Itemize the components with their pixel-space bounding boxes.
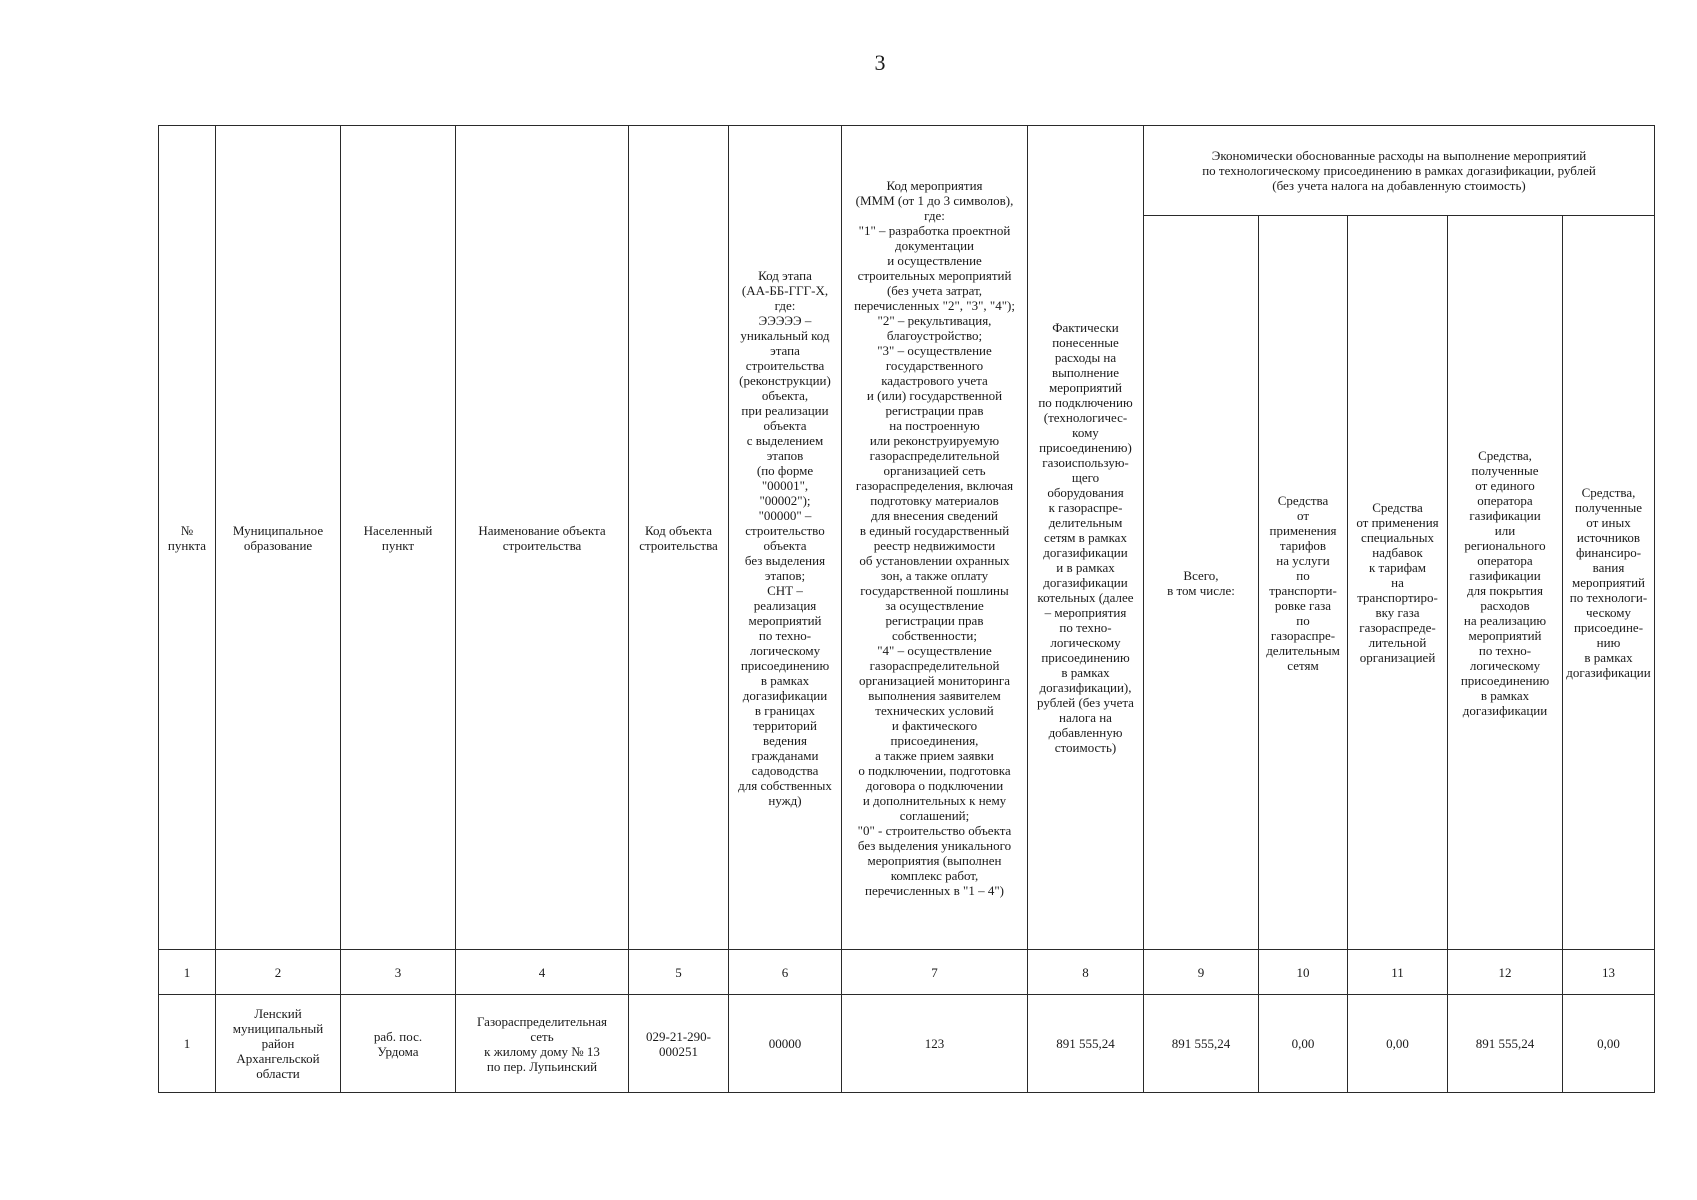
header-object-code: Код объекта строительства (629, 126, 729, 950)
column-number: 8 (1028, 950, 1144, 995)
cell-object-name: Газораспределительная сеть к жилому дому № 13 по пер. Лупьинский (456, 995, 629, 1093)
column-number: 13 (1563, 950, 1655, 995)
header-other-funds: Средства, полученные от иных источников финансиро- вания мероприятий по технологи- ческому присоедине- нию в рамках догазификации (1563, 216, 1655, 950)
cell-actual-costs: 891 555,24 (1028, 995, 1144, 1093)
column-numbers-row (159, 950, 1655, 995)
header-economic-costs: Экономически обоснованные расходы на выполнение мероприятий по технологическому присоединению в рамках догазификации, рублей (без учета налога на добавленную стоимость) (1144, 126, 1655, 216)
column-number: 9 (1144, 950, 1259, 995)
header-object-name: Наименование объекта строительства (456, 126, 629, 950)
column-number: 7 (842, 950, 1028, 995)
column-number: 2 (216, 950, 341, 995)
cell-tariff-funds: 0,00 (1259, 995, 1348, 1093)
cell-item-number: 1 (159, 995, 216, 1093)
cell-municipality: Ленский муниципальный район Архангельской области (216, 995, 341, 1093)
cell-stage-code: 00000 (729, 995, 842, 1093)
column-number: 5 (629, 950, 729, 995)
page-number: 3 (874, 50, 886, 75)
column-number: 4 (456, 950, 629, 995)
column-number: 10 (1259, 950, 1348, 995)
column-number: 11 (1348, 950, 1448, 995)
column-number: 3 (341, 950, 456, 995)
cell-other-funds: 0,00 (1563, 995, 1655, 1093)
column-number: 6 (729, 950, 842, 995)
cell-settlement: раб. пос. Урдома (341, 995, 456, 1093)
cell-surcharge-funds: 0,00 (1348, 995, 1448, 1093)
header-item-number: № пункта (159, 126, 216, 950)
cell-object-code: 029-21-290- 000251 (629, 995, 729, 1093)
header-operator-funds: Средства, полученные от единого оператора газификации или регионального оператора газификации для покрытия расходов на реализацию мероприятий по техно- логическому присоединению в рамках догазификации (1448, 216, 1563, 950)
header-surcharge-funds: Средства от применения специальных надбавок к тарифам на транспортиро- вку газа газораспреде- лительной организацией (1348, 216, 1448, 950)
header-activity-code: Код мероприятия (МММ (от 1 до 3 символов), где: "1" – разработка проектной документации и осуществление строительных мероприятий (без учета затрат, перечисленных "2", "3", "4"); "2" – рекультивация, благоустройство; "3" – осуществление государственного кадастрового учета и (или) государственной регистрации прав на построенную или реконструируемую газораспределительной организацией сеть газораспределения, включая подготовку материалов для внесения сведений в единый государственный реестр недвижимости об установлении охранных зон, а также оплату государственной пошлины за осуществление регистрации прав собственности; "4" – осуществление газораспределительной организацией мониторинга выполнения заявителем технических условий и фактического присоединения, а также прием заявки о подключении, подготовка договора о подключении и дополнительных к нему соглашений; "0" - строительство объекта без выделения уникального мероприятия (выполнен комплекс работ, перечисленных в "1 – 4") (842, 126, 1028, 950)
cell-total: 891 555,24 (1144, 995, 1259, 1093)
header-stage-code: Код этапа (АА-ББ-ГГГ-Х, где: ЭЭЭЭЭ – уникальный код этапа строительства (реконструкции) объекта, при реализации объекта с выделением этапов (по форме "00001", "00002"); "00000" – строительство объекта без выделения этапов; СНТ – реализация мероприятий по техно- логическому присоединению в рамках догазификации в границах территорий ведения гражданами садоводства для собственных нужд) (729, 126, 842, 950)
header-settlement: Населенный пункт (341, 126, 456, 950)
cell-operator-funds: 891 555,24 (1448, 995, 1563, 1093)
column-number: 12 (1448, 950, 1563, 995)
costs-table (158, 125, 1655, 1093)
header-municipality: Муниципальное образование (216, 126, 341, 950)
header-total: Всего, в том числе: (1144, 216, 1259, 950)
column-number: 1 (159, 950, 216, 995)
header-tariff-funds: Средства от применения тарифов на услуги по транспорти- ровке газа по газораспре- делительным сетям (1259, 216, 1348, 950)
cell-activity-code: 123 (842, 995, 1028, 1093)
header-actual-costs: Фактически понесенные расходы на выполнение мероприятий по подключению (технологичес- кому присоединению) газоиспользую- щего оборудования к газораспре- делительным сетям в рамках догазификации и в рамках догазификации котельных (далее – мероприятия по техно- логическому присоединению в рамках догазификации), рублей (без учета налога на добавленную стоимость) (1028, 126, 1144, 950)
table-row (159, 995, 1655, 1093)
